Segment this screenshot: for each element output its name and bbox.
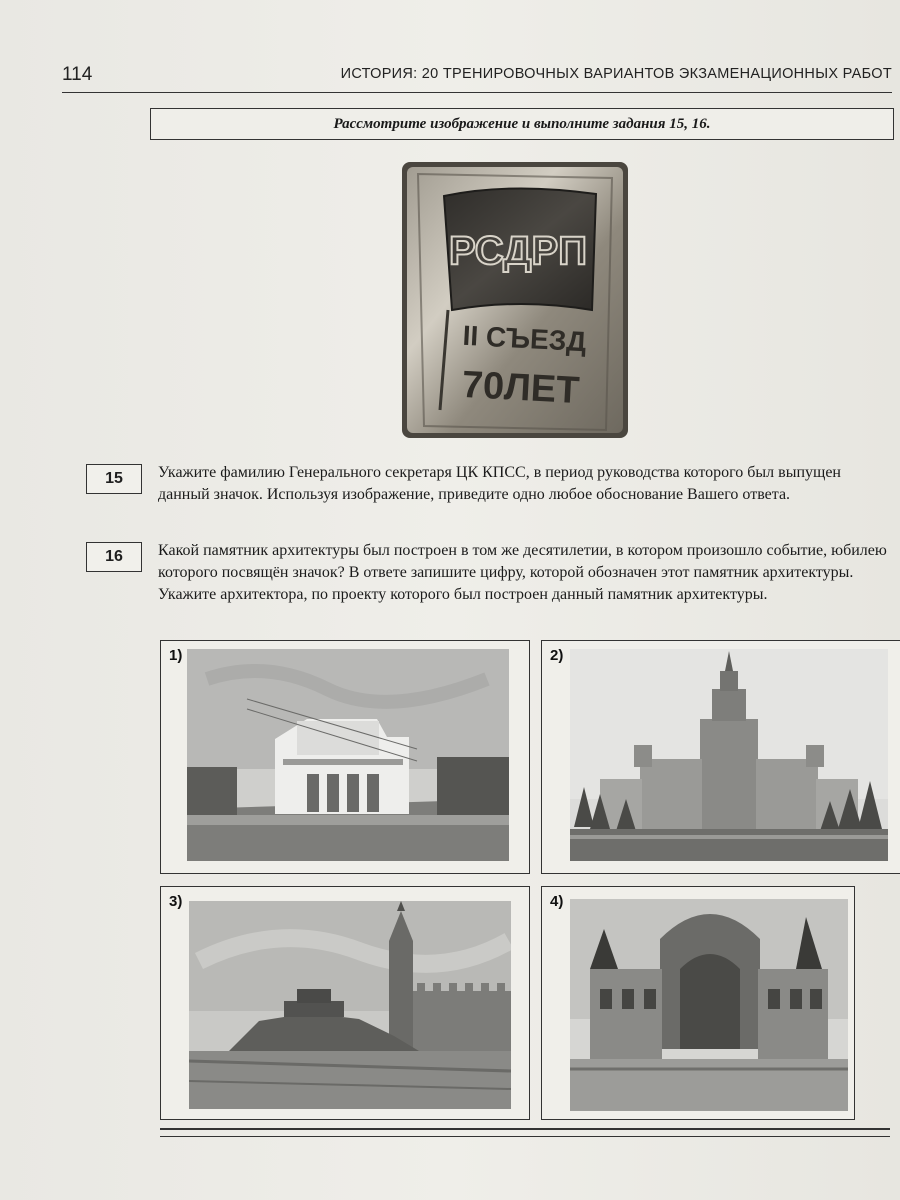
page-number: 114 bbox=[62, 64, 93, 85]
option-label-2: 2) bbox=[550, 647, 564, 664]
badge-banner-text: РСДРП bbox=[449, 229, 587, 273]
option-label-1: 1) bbox=[169, 647, 183, 664]
task-number-16: 16 bbox=[86, 542, 142, 572]
badge-line2: 70ЛЕТ bbox=[460, 363, 581, 413]
running-title: ИСТОРИЯ: 20 ТРЕНИРОВОЧНЫХ ВАРИАНТОВ ЭКЗАМЕНАЦИОННЫХ РАБОТ bbox=[340, 66, 892, 82]
badge-line1: II СЪЕЗД bbox=[461, 319, 588, 358]
option-label-3: 3) bbox=[169, 893, 183, 910]
modernist-theatre-building-icon bbox=[187, 649, 509, 861]
answer-option-1 bbox=[160, 640, 530, 874]
show-through-text bbox=[95, 146, 395, 266]
badge-photo bbox=[400, 160, 630, 440]
neo-russian-railway-station-icon bbox=[570, 899, 848, 1111]
stalinist-skyscraper-university-icon bbox=[570, 649, 888, 861]
answer-option-4 bbox=[541, 886, 855, 1120]
bottom-rule bbox=[160, 1128, 890, 1130]
show-through-text bbox=[95, 300, 395, 420]
show-through-text bbox=[640, 146, 895, 266]
bottom-rule bbox=[160, 1136, 890, 1137]
answer-option-3 bbox=[160, 886, 530, 1120]
instruction-text: Рассмотрите изображение и выполните задания 15, 16. bbox=[333, 115, 711, 132]
option-label-4: 4) bbox=[550, 893, 564, 910]
instruction-box bbox=[150, 108, 894, 140]
task-15-text: Укажите фамилию Генерального секретаря ЦК КПСС, в период руководства которого был выпущен данный значок. Используя изображение, приведите одно любое обоснование Вашего ответа. bbox=[158, 464, 841, 503]
task-number-15: 15 bbox=[86, 464, 142, 494]
show-through-text bbox=[640, 300, 895, 420]
mausoleum-kremlin-wall-icon bbox=[189, 901, 511, 1109]
answer-option-2 bbox=[541, 640, 900, 874]
page-header bbox=[62, 60, 892, 93]
task-16-text: Какой памятник архитектуры был построен в том же десятилетии, в котором произошло событие, юбилею которого посвящён значок? В ответе запишите цифру, которой обозначен этот памятник архитектуры. Укажите архитектора, по проекту которого был построен данный памятник архитектуры. bbox=[158, 542, 887, 603]
